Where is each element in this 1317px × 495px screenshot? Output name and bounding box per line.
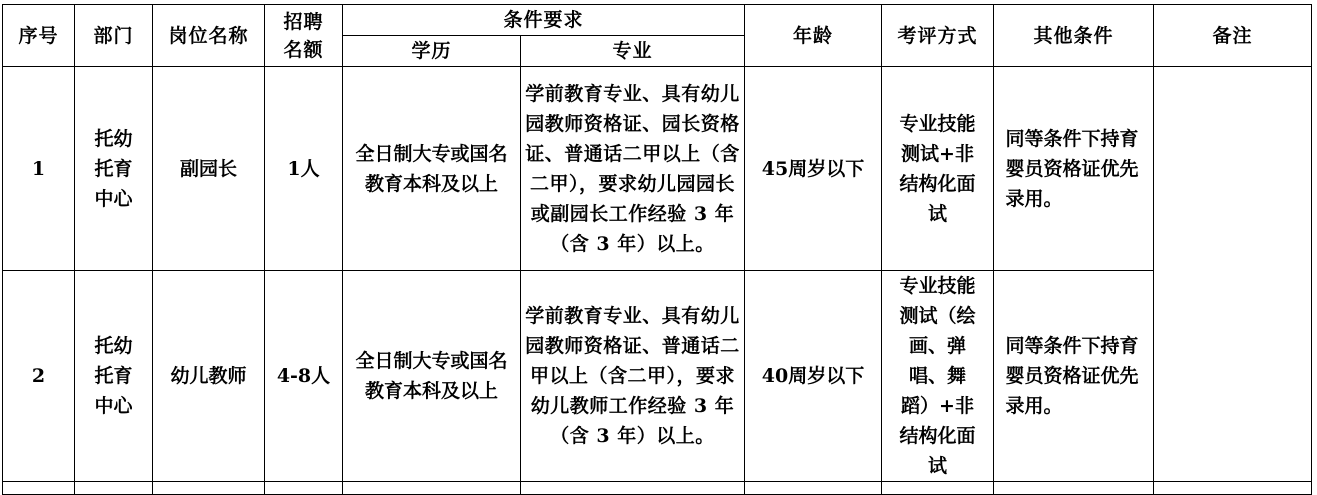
- row-age: 45周岁以下: [745, 67, 882, 271]
- stub-cell: [882, 482, 994, 495]
- stub-cell: [1154, 482, 1312, 495]
- row-major: 学前教育专业、具有幼儿园教师资格证、园长资格证、普通话二甲以上（含二甲），要求幼儿园园长或副园长工作经验 3 年（含 3 年）以上。: [521, 67, 745, 271]
- table-row-partial: [3, 482, 1312, 495]
- row-position: 幼儿教师: [153, 271, 265, 482]
- row-age: 40周岁以下: [745, 271, 882, 482]
- table-row: [3, 67, 1312, 271]
- row-quota: 1人: [265, 67, 343, 271]
- row-remarks: [1154, 67, 1312, 482]
- row-quota: 4-8人: [265, 271, 343, 482]
- row-assessment-text: 专业技能测试+非结构化面试: [899, 112, 976, 225]
- row-department: [75, 67, 153, 271]
- header-other: 其他条件: [994, 5, 1154, 67]
- header-requirements: 条件要求: [343, 5, 745, 36]
- row-education-text: 全日制大专或国名教育本科及以上: [355, 350, 508, 402]
- row-other-text: 同等条件下持育婴员资格证优先录用。: [1005, 127, 1139, 210]
- table-row: [3, 271, 1312, 482]
- row-other: [994, 67, 1154, 271]
- row-education: [343, 67, 521, 271]
- recruitment-table: [2, 4, 1312, 495]
- row-other-text: 同等条件下持育婴员资格证优先录用。: [1005, 335, 1139, 417]
- stub-cell: [745, 482, 882, 495]
- row-department: [75, 271, 153, 482]
- row-department-text: 托幼托育中心: [94, 335, 133, 417]
- header-assessment: 考评方式: [882, 5, 994, 67]
- stub-cell: [153, 482, 265, 495]
- row-major: 学前教育专业、具有幼儿园教师资格证、普通话二甲以上（含二甲），要求幼儿教师工作经验 3 年（含 3 年）以上。: [521, 271, 745, 482]
- row-education: [343, 271, 521, 482]
- header-education: 学历: [343, 36, 521, 67]
- header-index: 序号: [3, 5, 75, 67]
- header-row-1: [3, 5, 1312, 36]
- row-position: 副园长: [153, 67, 265, 271]
- header-age: 年龄: [745, 5, 882, 67]
- stub-cell: [994, 482, 1154, 495]
- row-index: 2: [3, 271, 75, 482]
- row-assessment: [882, 271, 994, 482]
- row-other: [994, 271, 1154, 482]
- row-assessment: [882, 67, 994, 271]
- stub-cell: [265, 482, 343, 495]
- header-position: 岗位名称: [153, 5, 265, 67]
- header-major: 专业: [521, 36, 745, 67]
- row-education-text: 全日制大专或国名教育本科及以上: [355, 142, 508, 195]
- row-assessment-text: 专业技能测试（绘画、弹唱、舞蹈）+非结构化面试: [899, 275, 976, 477]
- row-department-text: 托幼托育中心: [94, 127, 133, 210]
- stub-cell: [75, 482, 153, 495]
- stub-cell: [521, 482, 745, 495]
- row-index: 1: [3, 67, 75, 271]
- header-remarks: 备注: [1154, 5, 1312, 67]
- header-quota-text: 招聘名额: [283, 10, 324, 61]
- header-quota: [265, 5, 343, 67]
- header-department: 部门: [75, 5, 153, 67]
- stub-cell: [343, 482, 521, 495]
- stub-cell: [3, 482, 75, 495]
